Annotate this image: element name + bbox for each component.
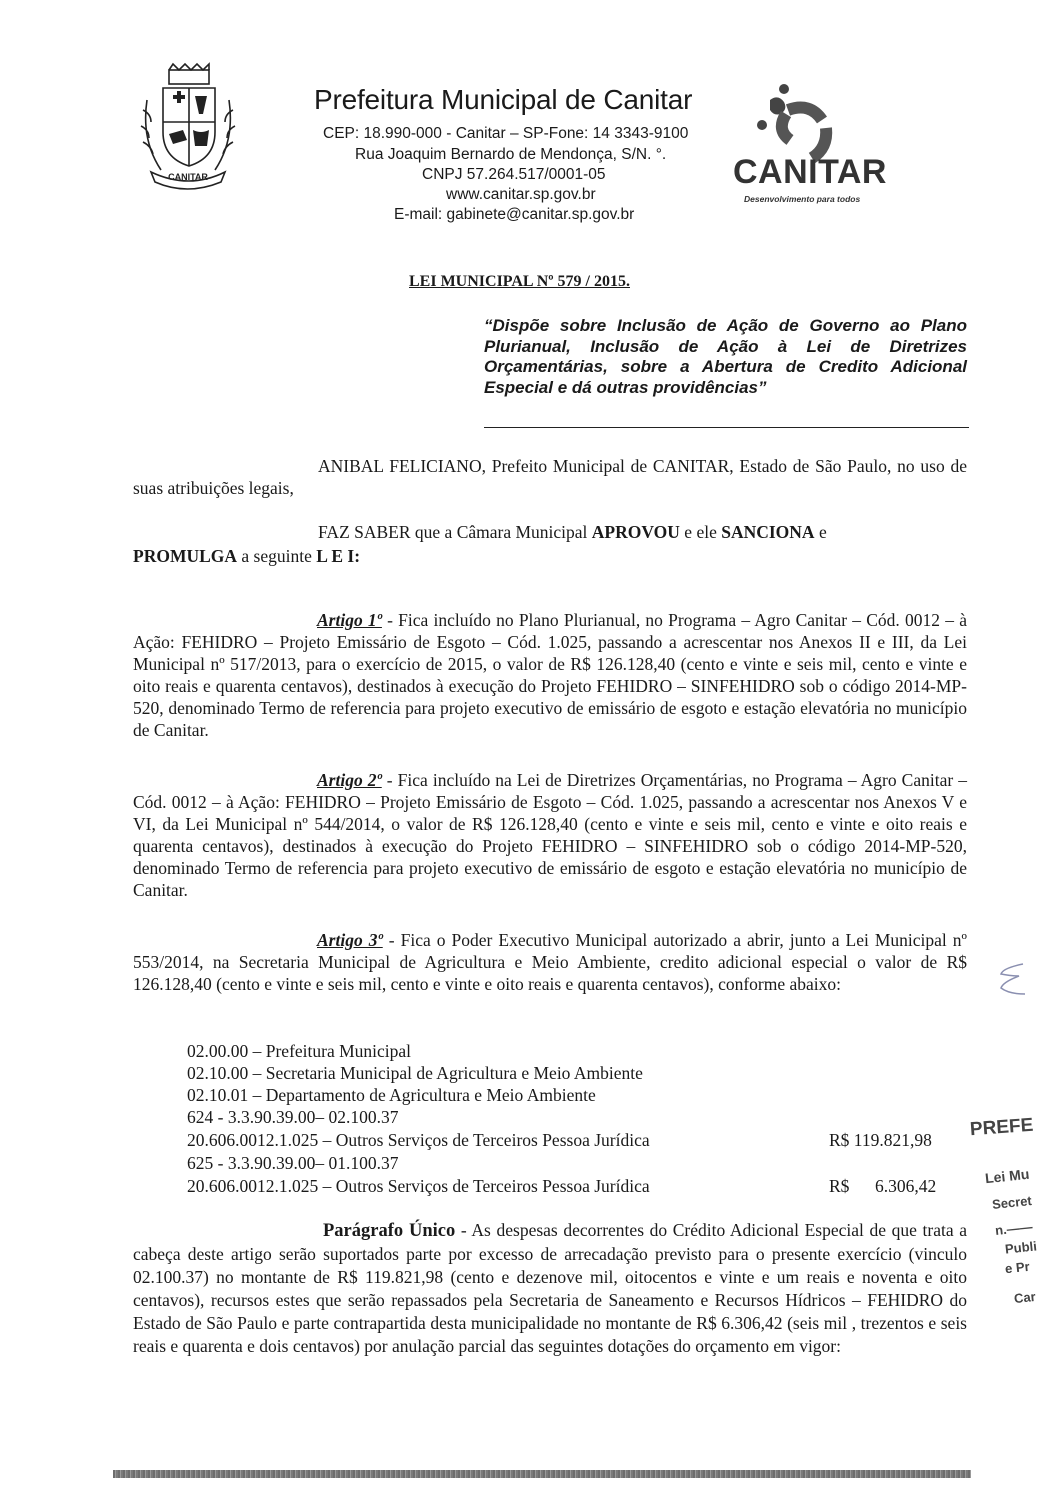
header-address: Rua Joaquim Bernardo de Mendonça, S/N. °. — [355, 146, 667, 163]
faz-saber-text: a seguinte — [237, 546, 317, 566]
article-text: - Fica incluído na Lei de Diretrizes Orçamentárias, no Programa – Agro Canitar – Cód. 0012 – à Ação: FEHIDRO – Projeto Emissário de Esgoto – Cód. 1.025, passando a acrescentar nos Anexos V e VI, da Lei Municipal nº 544/2014, o valor de R$ 126.128,40 (cento e vinte e seis mil, cento e vinte e oito reais e quarenta centavos), destinados à execução do Projeto FEHIDRO – SINFEHIDRO sob o código 2014-MP-520, denominado Termo de referencia para projeto executivo de emissário de esgoto e estação elevatória no município de Canitar. — [133, 770, 967, 900]
logo-word: CANITAR — [733, 153, 887, 191]
dotacao-line: 20.606.0012.1.025 – Outros Serviços de Terceiros Pessoa Jurídica — [187, 1130, 650, 1150]
stamp-line: PREFE — [969, 1114, 1034, 1141]
dotacao-line: 02.10.01 – Departamento de Agricultura e Meio Ambiente — [187, 1085, 596, 1105]
dotacao-amount: 6.306,42 — [875, 1176, 937, 1196]
promulga-text: PROMULGA — [133, 546, 238, 566]
dotacao-line: 624 - 3.3.90.39.00– 02.100.37 — [187, 1107, 399, 1127]
article-label: Artigo 2º — [317, 770, 382, 790]
stamp-line: Secret — [991, 1192, 1033, 1213]
article-3 — [133, 929, 967, 995]
article-2 — [133, 769, 967, 901]
paragrafo-unico-label: Parágrafo Único — [323, 1221, 456, 1241]
preamble-paragraph — [133, 455, 967, 499]
ementa-underline — [484, 427, 969, 428]
lei-text: L E I: — [316, 546, 361, 566]
header-cnpj: CNPJ 57.264.517/0001-05 — [422, 166, 606, 183]
coat-label: CANITAR — [168, 172, 208, 182]
footer-rule — [113, 1470, 971, 1478]
article-1 — [133, 609, 967, 741]
dotacao-line: 625 - 3.3.90.39.00– 01.100.37 — [187, 1153, 399, 1173]
paragrafo-unico-text: - As despesas decorrentes do Crédito Adicional Especial de que trata a cabeça deste artigo serão suportados parte por excesso de arrecadação previsto para o presente exercício (vinculo 02.100.37) no montante de R$ 119.821,98 (cento e dezenove mil, oitocentos e vinte e um reais e noventa e oito centavos), recursos estes que serão repassados pela Secretaria de Saneamento e Recursos Hídricos – FEHIDRO do Estado de São Paulo e parte contrapartida desta municipalidade no montante de R$ 6.306,42 (seis mil , trezentos e seis reais e quarenta e dois centavos) por anulação parcial das seguintes dotações do orçamento em vigor: — [133, 1220, 968, 1356]
article-label: Artigo 1º — [317, 610, 382, 630]
stamp-line: Publi — [1004, 1238, 1038, 1257]
stamp-line: Lei Mu — [984, 1165, 1031, 1187]
coat-of-arms-icon — [133, 60, 243, 200]
logo-tagline: Desenvolvimento para todos — [744, 194, 861, 204]
stamp-line: n.—— — [994, 1219, 1034, 1238]
stamp-line: e Pr — [1004, 1258, 1031, 1277]
header-title: Prefeitura Municipal de Canitar — [314, 84, 693, 115]
header-email: E-mail: gabinete@canitar.sp.gov.br — [394, 206, 635, 223]
dotacao-amount-currency: R$ — [829, 1176, 850, 1196]
faz-saber-text: e — [814, 522, 827, 542]
preamble-text: ANIBAL FELICIANO, Prefeito Municipal de CANITAR, Estado de São Paulo, no uso de suas atribuições legais, — [133, 456, 967, 498]
aprovou-text: APROVOU — [591, 522, 680, 542]
faz-saber-paragraph — [133, 520, 967, 568]
stamp-line: Car — [1013, 1288, 1037, 1307]
article-text: - Fica incluído no Plano Plurianual, no Programa – Agro Canitar – Cód. 0012 – à Ação: FEHIDRO – Projeto Emissário de Esgoto – Cód. 1.025, passando a acrescentar nos Anexos II e III, da Lei Municipal nº 517/2013, para o exercício de 2015, o valor de R$ 126.128,40 (cento e vinte e seis mil, cento e vinte e oito reais e quarenta centavos), destinados à execução do Projeto FEHIDRO – SINFEHIDRO sob o código 2014-MP-520, denominado Termo de referencia para projeto executivo de emissário de esgoto e estação elevatória no município de Canitar. — [133, 610, 967, 740]
article-text: - Fica o Poder Executivo Municipal autorizado a abrir, junto a Lei Municipal nº 553/2014, na Secretaria Municipal de Agricultura e Meio Ambiente, credito adicional especial o valor de R$ 126.128,40 (cento e vinte e seis mil, cento e vinte e oito reais e quarenta centavos), conforme abaixo: — [133, 930, 967, 994]
article-label: Artigo 3º — [317, 930, 383, 950]
sanciona-text: SANCIONA — [721, 522, 815, 542]
dotacao-line: 02.10.00 – Secretaria Municipal de Agricultura e Meio Ambiente — [187, 1063, 643, 1083]
header-cep: CEP: 18.990-000 - Canitar – SP-Fone: 14 3343-9100 — [323, 125, 689, 142]
law-ementa: “Dispõe sobre Inclusão de Ação de Governo ao Plano Plurianual, Inclusão de Ação à Lei de Diretrizes Orçamentárias, sobre a Abertura de Credito Adicional Especial e dá outras providências” — [484, 316, 967, 397]
paragrafo-unico — [133, 1219, 967, 1358]
header-website: www.canitar.sp.gov.br — [446, 186, 596, 203]
faz-saber-text: e ele — [679, 522, 722, 542]
pen-mark-icon — [997, 960, 1027, 1000]
law-title: LEI MUNICIPAL Nº 579 / 2015. — [409, 273, 630, 290]
dotacao-line: 20.606.0012.1.025 – Outros Serviços de Terceiros Pessoa Jurídica — [187, 1176, 650, 1196]
dotacao-line: 02.00.00 – Prefeitura Municipal — [187, 1041, 412, 1061]
dotacao-amount: R$ 119.821,98 — [829, 1130, 932, 1150]
faz-saber-text: FAZ SABER que a Câmara Municipal — [318, 522, 592, 542]
